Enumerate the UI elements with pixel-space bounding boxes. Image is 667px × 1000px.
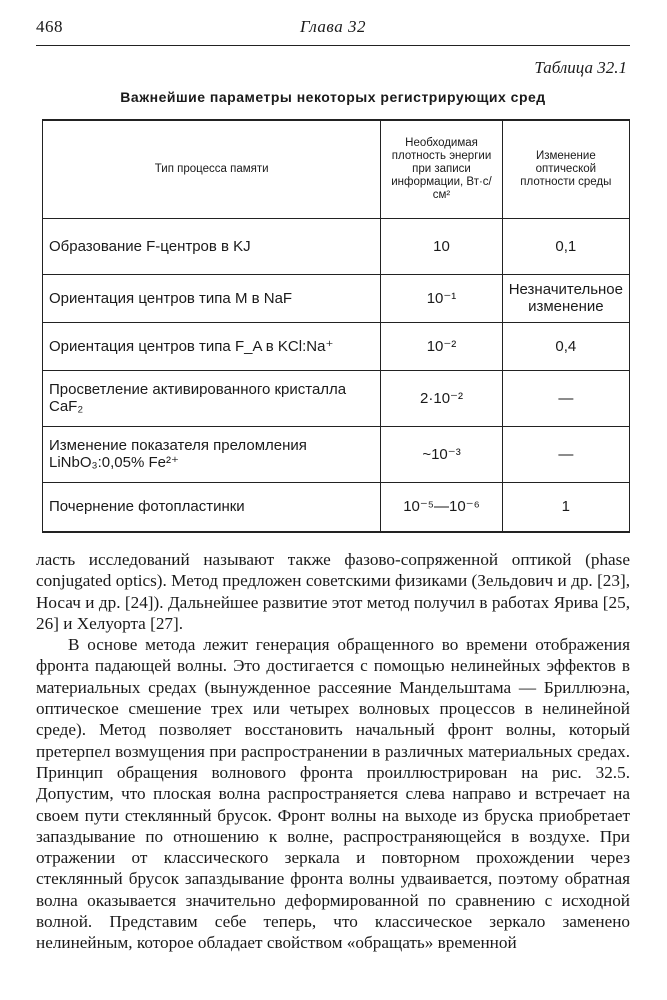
running-head (36, 17, 630, 46)
energy-cell: 2·10⁻² (381, 370, 502, 426)
change-cell: 0,4 (502, 322, 629, 370)
energy-cell: ~10⁻³ (381, 426, 502, 482)
paragraph: ласть исследований называют также фазово-сопряженной оптикой (phase conjugated optics). Метод предложен советскими физиками (Зельдович и др. [23], Носач и др. [24]). Дальнейшее развитие этот метод получил в работах Ярива [25, 26] и Хелуорта [27]. (36, 550, 630, 633)
process-cell: Почернение фотопластинки (43, 482, 381, 532)
energy-cell: 10 (381, 218, 502, 274)
column-header-process: Тип процесса памяти (43, 120, 381, 218)
column-header-change: Изменение оптической плотности среды (502, 120, 629, 218)
table-row (43, 482, 630, 532)
column-header-energy: Необходимая плотность энергии при записи информации, Вт·с/см² (381, 120, 502, 218)
table-row (43, 274, 630, 322)
table-label: Таблица 32.1 (534, 58, 627, 77)
change-cell: 0,1 (502, 218, 629, 274)
change-cell: 1 (502, 482, 629, 532)
page-number: 468 (36, 17, 63, 36)
energy-cell: 10⁻¹ (381, 274, 502, 322)
process-cell: Изменение показателя преломления LiNbO₃:0,05% Fe²⁺ (43, 426, 381, 482)
table-row (43, 322, 630, 370)
process-cell: Просветление активированного кристалла CaF₂ (43, 370, 381, 426)
table-row (43, 218, 630, 274)
table-row (43, 426, 630, 482)
change-cell: — (502, 426, 629, 482)
body-text (36, 549, 630, 954)
table-header-row (43, 120, 630, 218)
process-cell: Образование F-центров в KJ (43, 218, 381, 274)
paragraph: В основе метода лежит генерация обращенного во времени отображения фронта падающей волны. Это достигается с помощью нелинейных эффектов в материальных средах (вынужденное рассеяние Мандельштама — Бриллюэна, оптическое смешение трех или четырех волновых процессов в нелинейной среде). Метод позволяет восстановить начальный фронт волны, который претерпел возмущения при распространении в различных материальных средах. Принцип обращения волнового фронта проиллюстрирован на рис. 32.5. Допустим, что плоская волна распространяется слева направо и встречает на своем пути стеклянный брусок. Фронт волны на выходе из бруска приобретает запаздывание по отношению к волне, распространяющейся в воздухе. При отражении от классического зеркала и повторном прохождении через стеклянный брусок запаздывание фронта волны удваивается, поэтому обратная волна оказывается значительно деформированной по сравнению с исходной волной. Представим себе теперь, что классическое зеркало заменено нелинейным, которое обладает свойством «обращать» временной (36, 635, 630, 953)
change-cell: Незначительное изменение (502, 274, 629, 322)
table-row (43, 370, 630, 426)
process-cell: Ориентация центров типа F_A в KCl:Na⁺ (43, 322, 381, 370)
table-caption: Важнейшие параметры некоторых регистрирующих сред (120, 89, 546, 105)
change-cell: — (502, 370, 629, 426)
chapter-title: Глава 32 (300, 17, 366, 36)
energy-cell: 10⁻² (381, 322, 502, 370)
process-cell: Ориентация центров типа M в NaF (43, 274, 381, 322)
energy-cell: 10⁻⁵—10⁻⁶ (381, 482, 502, 532)
parameters-table (42, 119, 630, 533)
